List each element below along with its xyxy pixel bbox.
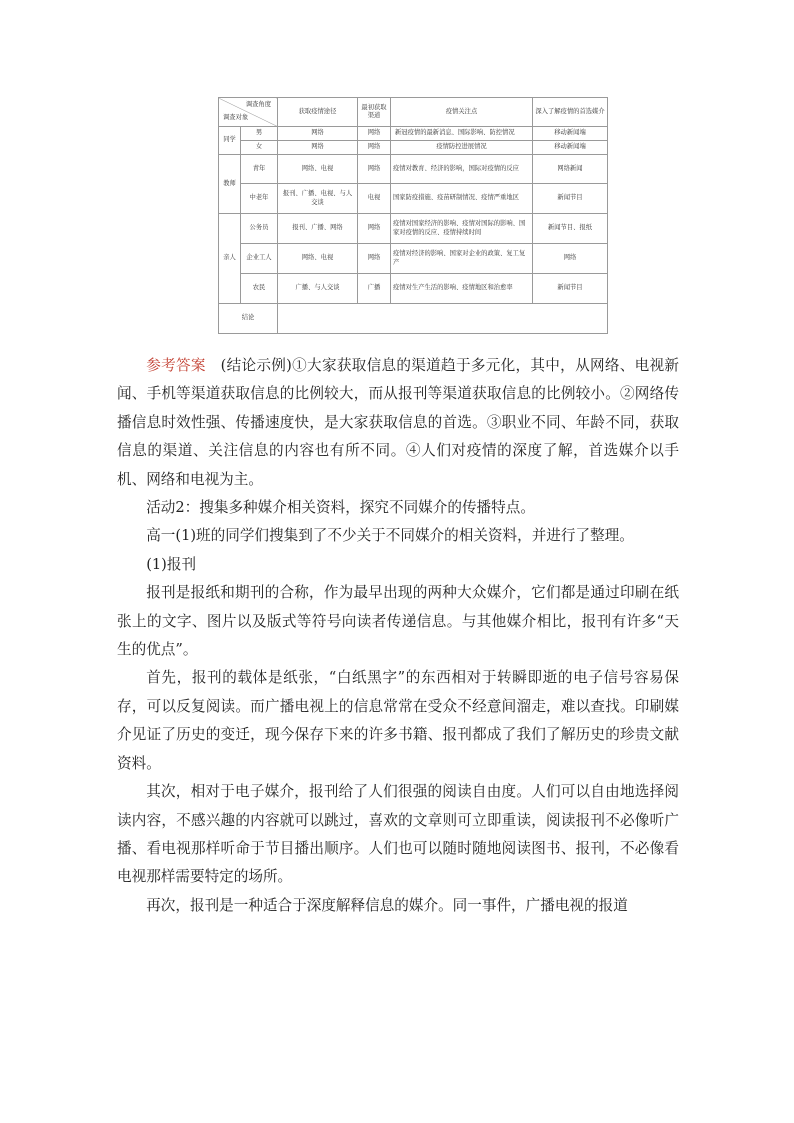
- row-channel: 报刊、广播、电视、与人交谈: [278, 184, 358, 214]
- conclusion-cell: [278, 304, 608, 334]
- row-channel: 网络: [278, 127, 358, 141]
- conclusion-label: 结论: [219, 304, 278, 334]
- row-first-channel: 广播: [358, 274, 391, 304]
- group-label-relatives: 亲人: [219, 214, 241, 304]
- row-channel: 网络: [278, 141, 358, 155]
- table-row: [219, 141, 608, 155]
- row-sub-label: 中老年: [241, 184, 278, 214]
- row-media: 新闻节目: [533, 274, 608, 304]
- row-channel: 广播、与人交谈: [278, 274, 358, 304]
- row-focus: 国家防疫措施、疫苗研制情况、疫情严重地区: [391, 184, 533, 214]
- row-media: 新闻节目、报纸: [533, 214, 608, 244]
- corner-bottom-label: 调查对象: [223, 113, 249, 121]
- header-channel: 获取疫情途径: [278, 98, 358, 127]
- row-focus: 疫情对经济的影响、国家对企业的政策、复工复产: [391, 244, 533, 274]
- row-first-channel: 网络: [358, 244, 391, 274]
- corner-top-label: 调查角度: [245, 101, 271, 108]
- paragraph: 再次，报刊是一种适合于深度解释信息的媒介。同一事件，广播电视的报道: [146, 896, 628, 914]
- table-row: [219, 214, 608, 244]
- section-heading: (1)报刊: [146, 555, 197, 573]
- survey-table: [218, 97, 608, 334]
- row-sub-label: 企业工人: [241, 244, 278, 274]
- group-label-teachers: 教师: [219, 155, 241, 214]
- row-first-channel: 网络: [358, 155, 391, 184]
- row-media: 网络新闻: [533, 155, 608, 184]
- intro-paragraph: 高一(1)班的同学们搜集到了不少关于不同媒介的相关资料，并进行了整理。: [146, 527, 634, 545]
- answer-paragraph: [117, 352, 679, 494]
- row-focus: 疫情对生产生活的影响、疫情地区和治愈率: [391, 274, 533, 304]
- table-row: [219, 184, 608, 214]
- row-first-channel: 网络: [358, 141, 391, 155]
- row-channel: 报刊、广播、网络: [278, 214, 358, 244]
- row-media: 网络: [533, 244, 608, 274]
- paragraph: 其次，相对于电子媒介，报刊给了人们很强的阅读自由度。人们可以自由地选择阅读内容，不感兴趣的内容就可以跳过，喜欢的文章则可立即重读，阅读报刊不必像听广播、看电视那样听命于节目播出顺序。人们也可以随时随地阅读图书、报刊，不必像看电视那样需要特定的场所。: [117, 783, 679, 886]
- table-row: [219, 127, 608, 141]
- table-row: [219, 155, 608, 184]
- header-media: 深入了解疫情的首选媒介: [533, 98, 608, 127]
- row-focus: 疫情防控进展情况: [391, 141, 533, 155]
- row-media: 移动新闻端: [533, 141, 608, 155]
- row-sub-label: 青年: [241, 155, 278, 184]
- row-first-channel: 网络: [358, 127, 391, 141]
- table-header-row: [219, 98, 608, 127]
- row-sub-label: 男: [241, 127, 278, 141]
- header-focus: 疫情关注点: [391, 98, 533, 127]
- table-conclusion-row: [219, 304, 608, 334]
- row-sub-label: 农民: [241, 274, 278, 304]
- activity-heading: 活动2：搜集多种媒介相关资料，探究不同媒介的传播特点。: [146, 499, 535, 517]
- paragraph: 报刊是报纸和期刊的合称，作为最早出现的两种大众媒介，它们都是通过印刷在纸张上的文字、图片以及版式等符号向读者传递信息。与其他媒介相比，报刊有许多“天生的优点”。: [117, 584, 679, 659]
- header-first-channel: 最初获取渠道: [358, 98, 391, 127]
- answer-label: 参考答案: [146, 357, 206, 374]
- corner-header-cell: [219, 98, 278, 127]
- answer-text: (结论示例)①大家获取信息的渠道趋于多元化，其中，从网络、电视新闻、手机等渠道获取信息的比例较大，而从报刊等渠道获取信息的比例较小。②网络传播信息时效性强、传播速度快，是大家获取信息的首选。③职业不同、年龄不同，获取信息的渠道、关注信息的内容也有所不同。④人们对疫情的深度了解，首选媒介以手机、网络和电视为主。: [117, 357, 679, 488]
- table-row: [219, 244, 608, 274]
- row-focus: 疫情对教育、经济的影响，国际对疫情的反应: [391, 155, 533, 184]
- table-row: [219, 274, 608, 304]
- row-media: 移动新闻端: [533, 127, 608, 141]
- row-first-channel: 电视: [358, 184, 391, 214]
- row-sub-label: 女: [241, 141, 278, 155]
- row-media: 新闻节目: [533, 184, 608, 214]
- paragraph: 首先，报刊的载体是纸张，“白纸黑字”的东西相对于转瞬即逝的电子信号容易保存，可以反复阅读。而广播电视上的信息常常在受众不经意间溜走，难以查找。印刷媒介见证了历史的变迁，现今保存下来的许多书籍、报刊都成了我们了解历史的珍贵文献资料。: [117, 669, 679, 772]
- row-sub-label: 公务员: [241, 214, 278, 244]
- row-channel: 网络、电视: [278, 244, 358, 274]
- group-label-classmates: 同学: [219, 127, 241, 155]
- row-channel: 网络、电视: [278, 155, 358, 184]
- row-focus: 疫情对国家经济的影响、疫情对国际的影响、国家对疫情的反应、疫情持续时间: [391, 214, 533, 244]
- row-first-channel: 网络: [358, 214, 391, 244]
- body-text: [117, 352, 679, 920]
- row-focus: 新冠疫情的最新消息、国际影响、防控情况: [391, 127, 533, 141]
